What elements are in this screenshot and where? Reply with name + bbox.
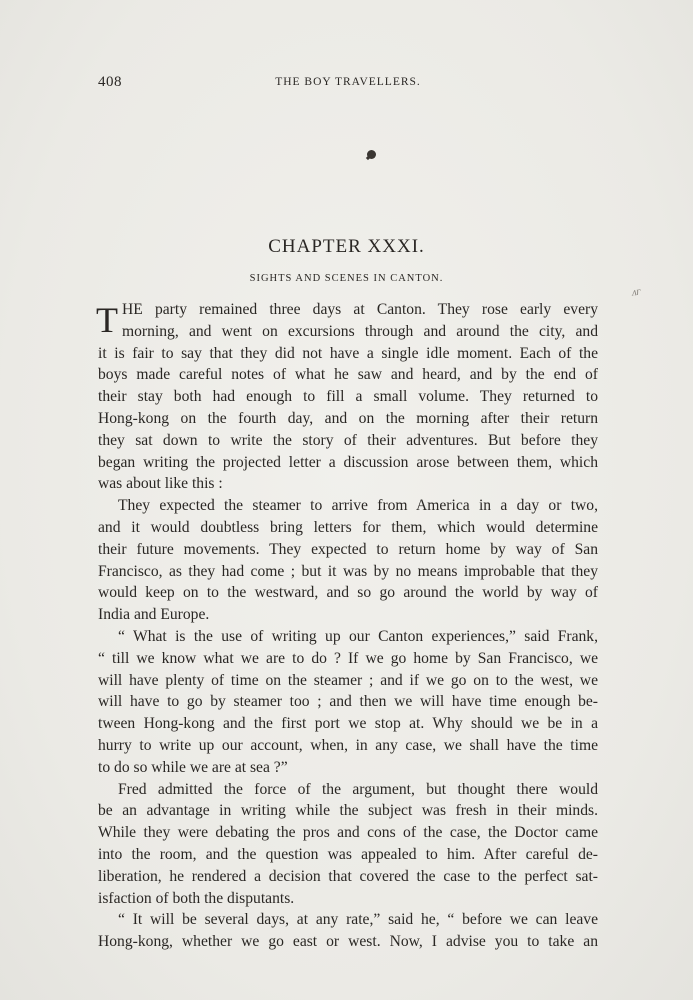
text-line: “ It will be several days, at any rate,” said he, “ before we can leave bbox=[118, 911, 598, 929]
text-line: be an advantage in writing while the subject was fresh in their minds. bbox=[98, 802, 598, 820]
text-line: India and Europe. bbox=[98, 606, 210, 624]
text-line: “ till we know what we are to do ? If we go home by San Francisco, we bbox=[98, 649, 598, 667]
text-line: their future movements. They expected to return home by way of San bbox=[98, 540, 598, 558]
page-header bbox=[98, 74, 598, 96]
text-line: Hong-kong on the fourth day, and on the morning after their return bbox=[98, 409, 598, 427]
text-line: isfaction of both the disputants. bbox=[98, 889, 295, 907]
chapter-subtitle: SIGHTS AND SCENES IN CANTON. bbox=[249, 273, 444, 284]
text-line: tween Hong-kong and the first port we stop at. Why should we be in a bbox=[98, 715, 598, 733]
text-line: was about like this : bbox=[98, 475, 223, 493]
page-number: 408 bbox=[98, 74, 122, 90]
text-line: Francisco, as they had come ; but it was by no means improbable that they bbox=[98, 562, 598, 580]
text-line: would keep on to the westward, and so go around the world by way of bbox=[98, 584, 598, 602]
text-line: morning, and went on excursions through and around the city, and bbox=[122, 322, 598, 340]
text-line: liberation, he rendered a decision that covered the case to the perfect sat- bbox=[98, 867, 598, 885]
ornament-mark bbox=[365, 148, 378, 161]
text-line: will have to go by steamer too ; and then we will have time enough be- bbox=[98, 693, 598, 711]
chapter-title: CHAPTER XXXI. bbox=[268, 236, 425, 257]
text-line: into the room, and the question was appealed to him. After careful de- bbox=[98, 845, 598, 863]
text-line: hurry to write up our account, when, in any case, we shall have the time bbox=[98, 736, 598, 754]
text-line: “ What is the use of writing up our Canton experiences,” said Frank, bbox=[118, 627, 598, 645]
text-line: HE party remained three days at Canton. They rose early every bbox=[122, 301, 598, 318]
text-line: they sat down to write the story of their adventures. But before they bbox=[98, 431, 598, 449]
drop-cap: T bbox=[96, 300, 118, 340]
text-line: their stay both had enough to fill a small volume. They returned to bbox=[98, 388, 598, 406]
text-line: began writing the projected letter a discussion arose between them, which bbox=[98, 453, 598, 471]
body-text bbox=[98, 299, 598, 953]
text-line: will have plenty of time on the steamer ; and if we go on to the west, we bbox=[98, 671, 598, 689]
text-line: Hong-kong, whether we go east or west. Now, I advise you to take an bbox=[98, 933, 598, 951]
running-head: THE BOY TRAVELLERS. bbox=[275, 76, 421, 88]
text-line: and it would doubtless bring letters for them, which would determine bbox=[98, 518, 598, 536]
margin-mark: ᴧᴦ bbox=[631, 285, 642, 299]
text-line: They expected the steamer to arrive from America in a day or two, bbox=[118, 497, 598, 515]
text-line: it is fair to say that they did not have a single idle moment. Each of the bbox=[98, 344, 598, 362]
text-line: boys made careful notes of what he saw and heard, and by the end of bbox=[98, 366, 598, 384]
text-line: Fred admitted the force of the argument, but thought there would bbox=[118, 780, 598, 798]
text-line: While they were debating the pros and cons of the case, the Doctor came bbox=[98, 824, 598, 842]
text-line: to do so while we are at sea ?” bbox=[98, 758, 288, 776]
